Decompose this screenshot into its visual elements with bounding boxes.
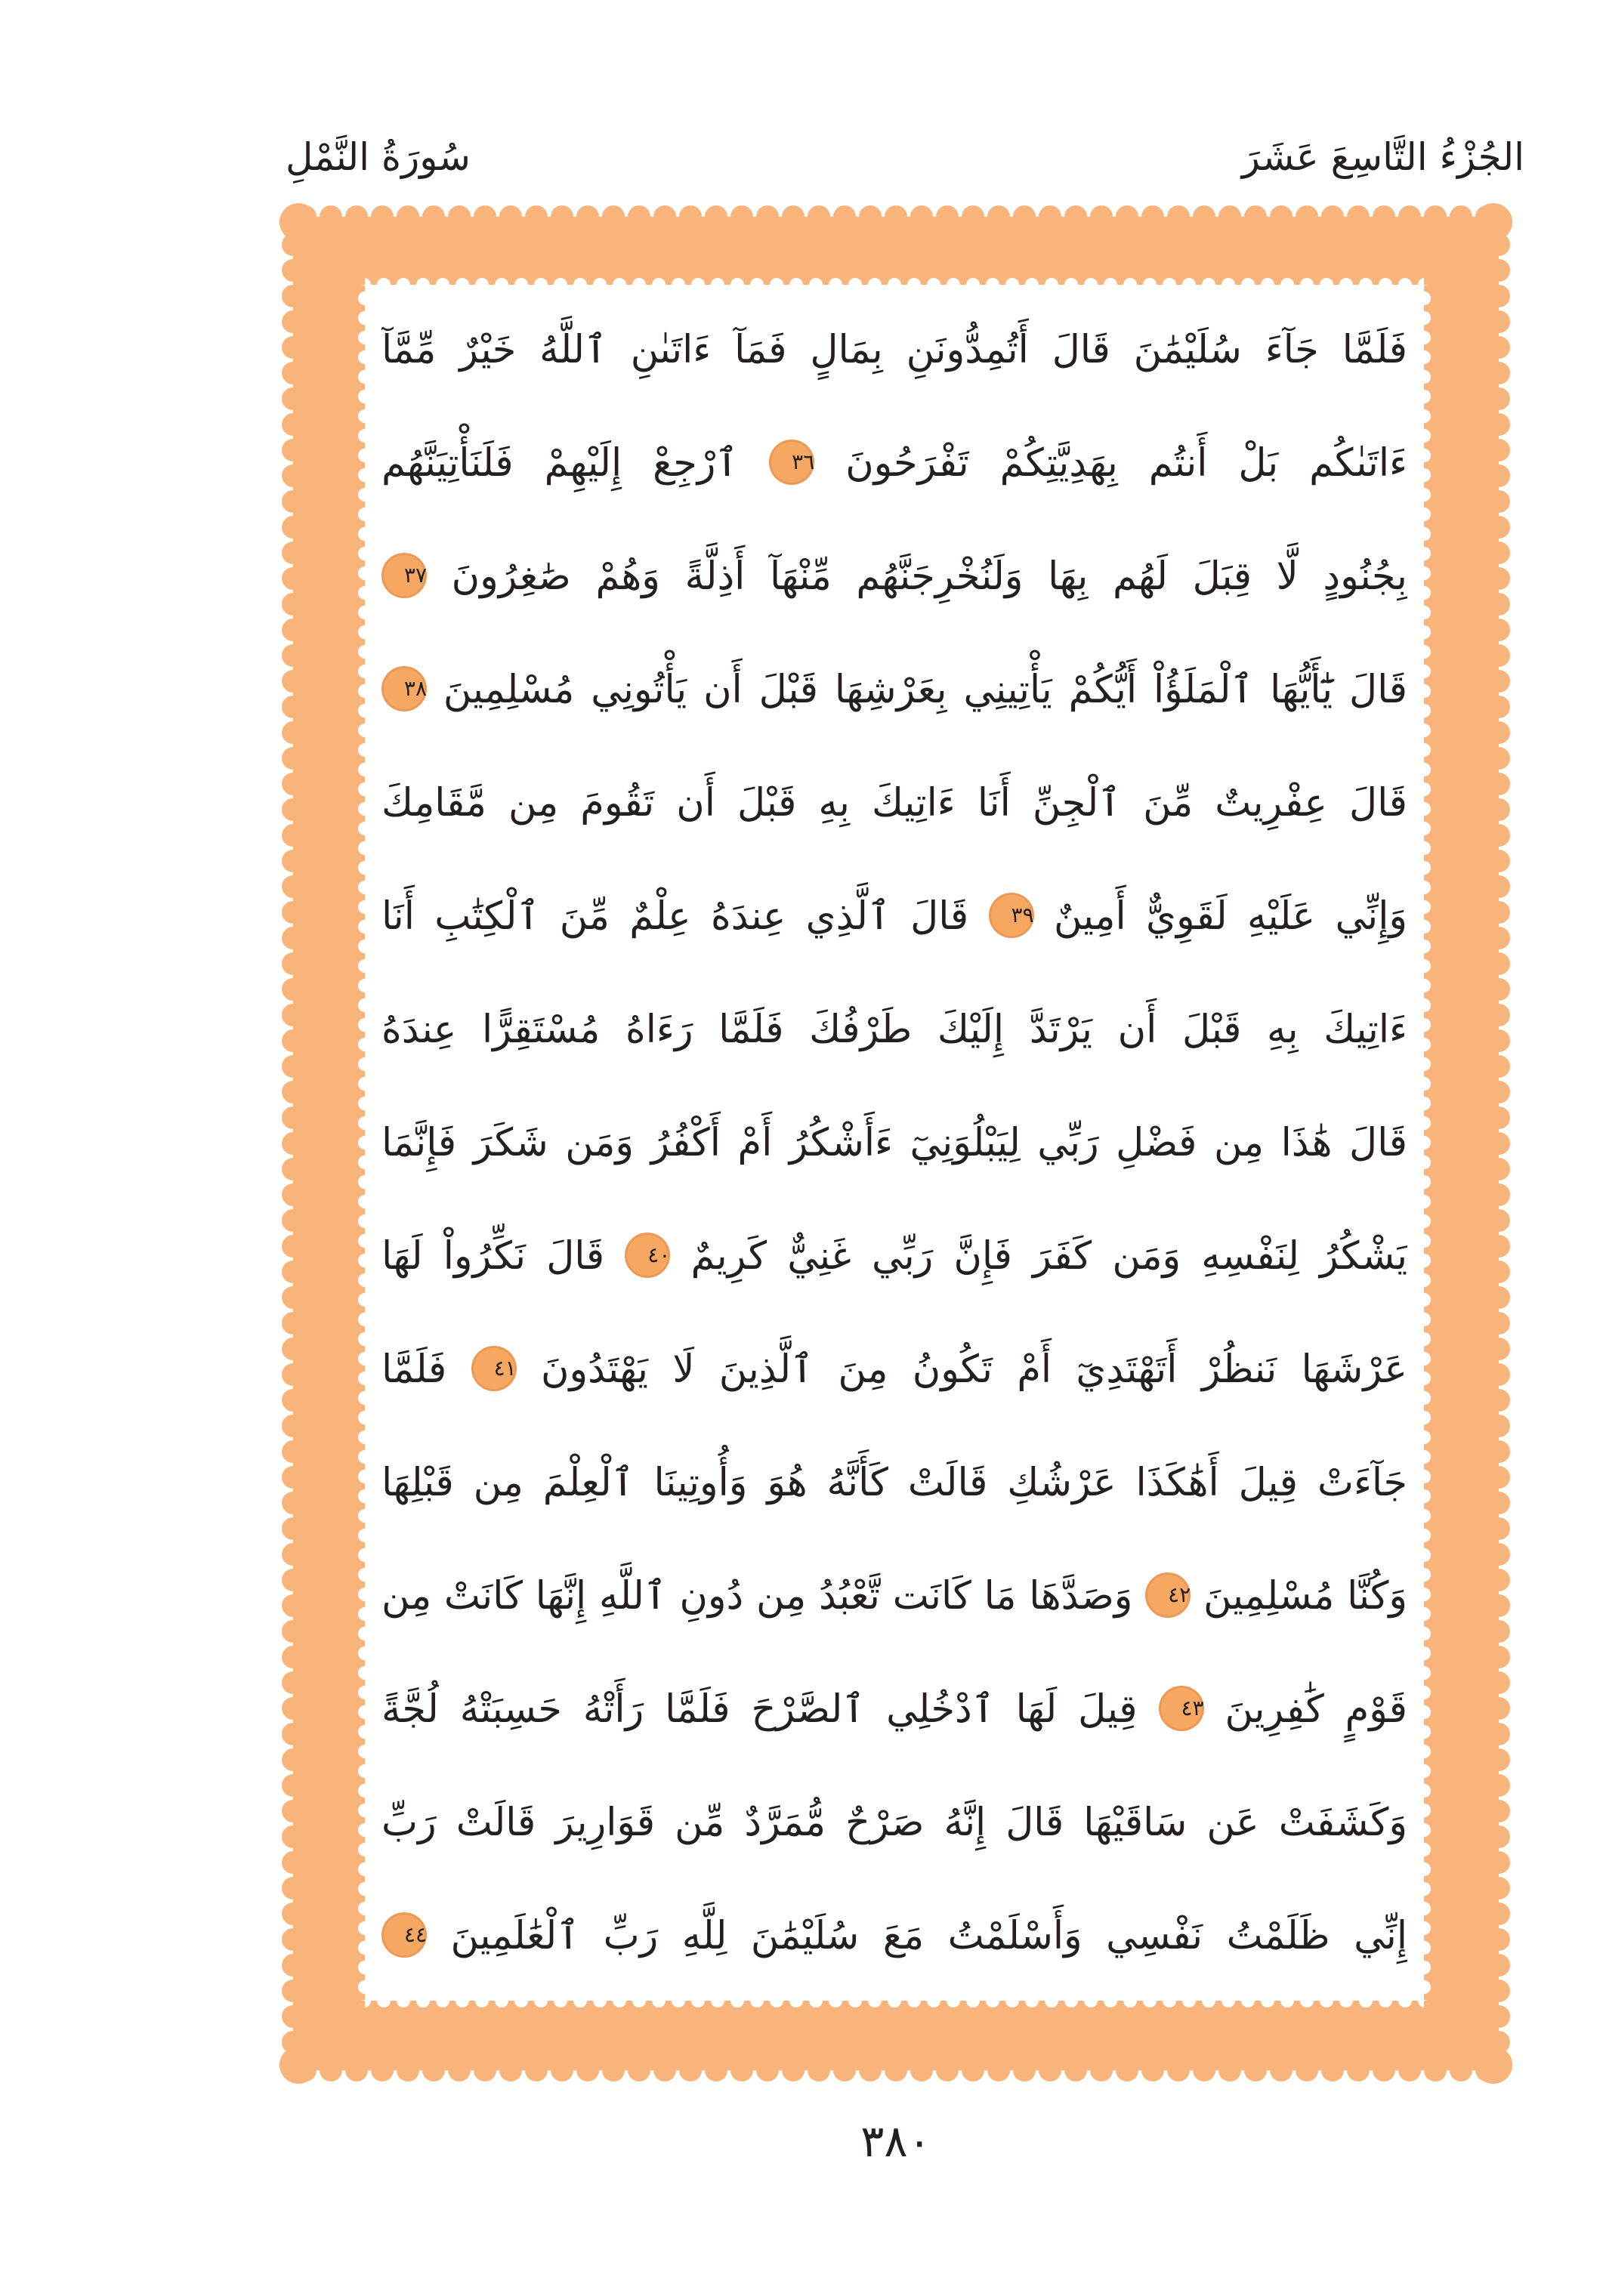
verse-text: جَآءَتْ قِيلَ أَهَٰكَذَا عَرْشُكِ قَالَتْ كَأَنَّهُ هُوَ وَأُوتِينَا ٱلْعِلْمَ مِن قَبْلِهَا	[381, 1461, 1407, 1505]
verse-line-15	[381, 1880, 1407, 1993]
verse-text: عَرْشَهَا نَنظُرْ أَتَهْتَدِيٓ أَمْ تَكُونُ مِنَ ٱلَّذِينَ لَا يَهْتَدُونَ	[541, 1347, 1407, 1392]
verse-text: قِيلَ لَهَا ٱدْخُلِي ٱلصَّرْحَ فَلَمَّا رَأَتْهُ حَسِبَتْهُ لُجَّةً	[381, 1687, 1138, 1732]
verse-line-9	[381, 1200, 1407, 1313]
ayah-end-marker	[769, 440, 814, 485]
verse-line-11	[381, 1427, 1407, 1540]
ayah-end-marker	[381, 666, 427, 711]
ayah-number: ٣٦	[792, 449, 815, 474]
ayah-number: ٤٣	[1181, 1696, 1204, 1720]
verse-line-1	[381, 294, 1407, 407]
verse-line-5	[381, 747, 1407, 860]
frame-corner-ornament	[280, 2046, 317, 2084]
verse-text: ءَاتَىٰكُم بَلْ أَنتُم بِهَدِيَّتِكُمْ تَفْرَحُونَ	[845, 441, 1407, 486]
ayah-number: ٤٢	[1168, 1582, 1191, 1607]
ayah-end-marker	[625, 1233, 670, 1278]
verse-text: فَلَمَّا	[381, 1347, 447, 1392]
verse-lines	[381, 294, 1407, 1993]
ayah-end-marker	[1159, 1686, 1204, 1731]
verse-line-3	[381, 520, 1407, 634]
ayah-end-marker	[989, 893, 1034, 938]
verse-text: يَشْكُرُ لِنَفْسِهِ وَمَن كَفَرَ فَإِنَّ رَبِّي غَنِيٌّ كَرِيمٌ	[690, 1234, 1407, 1279]
frame-scallop-right	[1487, 217, 1510, 2070]
verse-text: فَلَمَّا جَآءَ سُلَيْمَٰنَ قَالَ أَتُمِدُّونَنِ بِمَالٍ فَمَآ ءَاتَىٰنِ ٱللَّهُ خَيْرٌ مِّمَّآ	[381, 328, 1407, 372]
verse-text: إِنِّي ظَلَمْتُ نَفْسِي وَأَسْلَمْتُ مَعَ سُلَيْمَٰنَ لِلَّهِ رَبِّ ٱلْعَٰلَمِينَ	[450, 1914, 1407, 1958]
verse-text: قَالَ هَٰذَا مِن فَضْلِ رَبِّي لِيَبْلُوَنِيٓ ءَأَشْكُرُ أَمْ أَكْفُرُ وَمَن شَكَرَ فَإِنَّمَا	[381, 1121, 1407, 1165]
verse-text: وَكَشَفَتْ عَن سَاقَيْهَا قَالَ إِنَّهُ صَرْحٌ مُّمَرَّدٌ مِّن قَوَارِيرَ قَالَتْ رَبِّ	[381, 1801, 1407, 1845]
verse-line-8	[381, 1087, 1407, 1200]
verse-text: قَالَ عِفْرِيتٌ مِّنَ ٱلْجِنِّ أَنَا ءَاتِيكَ بِهِ قَبْلَ أَن تَقُومَ مِن مَّقَامِكَ	[381, 781, 1407, 826]
ayah-number: ٣٧	[403, 563, 427, 588]
panel-scallop-top	[365, 278, 1424, 292]
verse-line-10	[381, 1313, 1407, 1427]
frame-scallop-bottom	[293, 2059, 1499, 2082]
ayah-end-marker	[381, 1912, 427, 1958]
ayah-number: ٤١	[493, 1356, 517, 1381]
ayah-end-marker	[471, 1346, 517, 1391]
verse-text: وَكُنَّا مُسْلِمِينَ	[1203, 1574, 1407, 1619]
ayah-end-marker	[381, 553, 427, 598]
ayah-number: ٤٠	[647, 1242, 671, 1267]
panel-scallop-left	[358, 285, 372, 2001]
ayah-number: ٣٩	[1011, 903, 1034, 927]
frame-corner-ornament	[280, 203, 317, 241]
surah-title: سُورَةُ النَّمْلِ	[286, 135, 471, 179]
ayah-number: ٤٤	[403, 1922, 427, 1947]
frame-scallop-left	[282, 217, 304, 2070]
verse-line-14	[381, 1767, 1407, 1880]
page-number: ٣٨٠	[860, 2115, 931, 2167]
verse-text: وَإِنِّي عَلَيْهِ لَقَوِيٌّ أَمِينٌ	[1053, 894, 1407, 939]
verse-text: بِجُنُودٍ لَّا قِبَلَ لَهُم بِهَا وَلَنُخْرِجَنَّهُم مِّنْهَآ أَذِلَّةً وَهُمْ صَٰغِرُونَ	[451, 554, 1407, 599]
ayah-end-marker	[1145, 1572, 1191, 1618]
text-panel	[365, 285, 1424, 2001]
juz-title: الجُزْءُ التَّاسِعَ عَشَرَ	[1241, 135, 1524, 179]
frame-corner-ornament	[1475, 2046, 1512, 2084]
frame-scallop-top	[293, 205, 1499, 228]
verse-text: قَوْمٍ كَٰفِرِينَ	[1225, 1687, 1407, 1732]
verse-text: ءَاتِيكَ بِهِ قَبْلَ أَن يَرْتَدَّ إِلَيْكَ طَرْفُكَ فَلَمَّا رَءَاهُ مُسْتَقِرًّا عِندَهُ	[381, 1008, 1407, 1052]
verse-text: ٱرْجِعْ إِلَيْهِمْ فَلَنَأْتِيَنَّهُم	[381, 441, 739, 486]
verse-line-2	[381, 407, 1407, 520]
panel-scallop-bottom	[365, 1994, 1424, 2007]
verse-text: وَصَدَّهَا مَا كَانَت تَّعْبُدُ مِن دُونِ ٱللَّهِ إِنَّهَا كَانَتْ مِن	[381, 1574, 1133, 1619]
frame-corner-ornament	[1475, 203, 1512, 241]
verse-text: قَالَ نَكِّرُواْ لَهَا	[381, 1234, 605, 1279]
verse-line-6	[381, 860, 1407, 974]
page-header	[286, 125, 1524, 189]
verse-line-4	[381, 634, 1407, 747]
verse-line-7	[381, 974, 1407, 1087]
ornamental-frame	[293, 217, 1499, 2070]
verse-text: قَالَ ٱلَّذِي عِندَهُ عِلْمٌ مِّنَ ٱلْكِتَٰبِ أَنَا	[381, 894, 969, 939]
verse-line-12	[381, 1540, 1407, 1653]
panel-scallop-right	[1417, 285, 1431, 2001]
verse-line-13	[381, 1653, 1407, 1767]
verse-text: قَالَ يَٰٓأَيُّهَا ٱلْمَلَؤُاْ أَيُّكُمْ يَأْتِينِي بِعَرْشِهَا قَبْلَ أَن يَأْتُونِي مُسْلِمِينَ	[443, 668, 1407, 712]
ayah-number: ٣٨	[403, 676, 427, 701]
